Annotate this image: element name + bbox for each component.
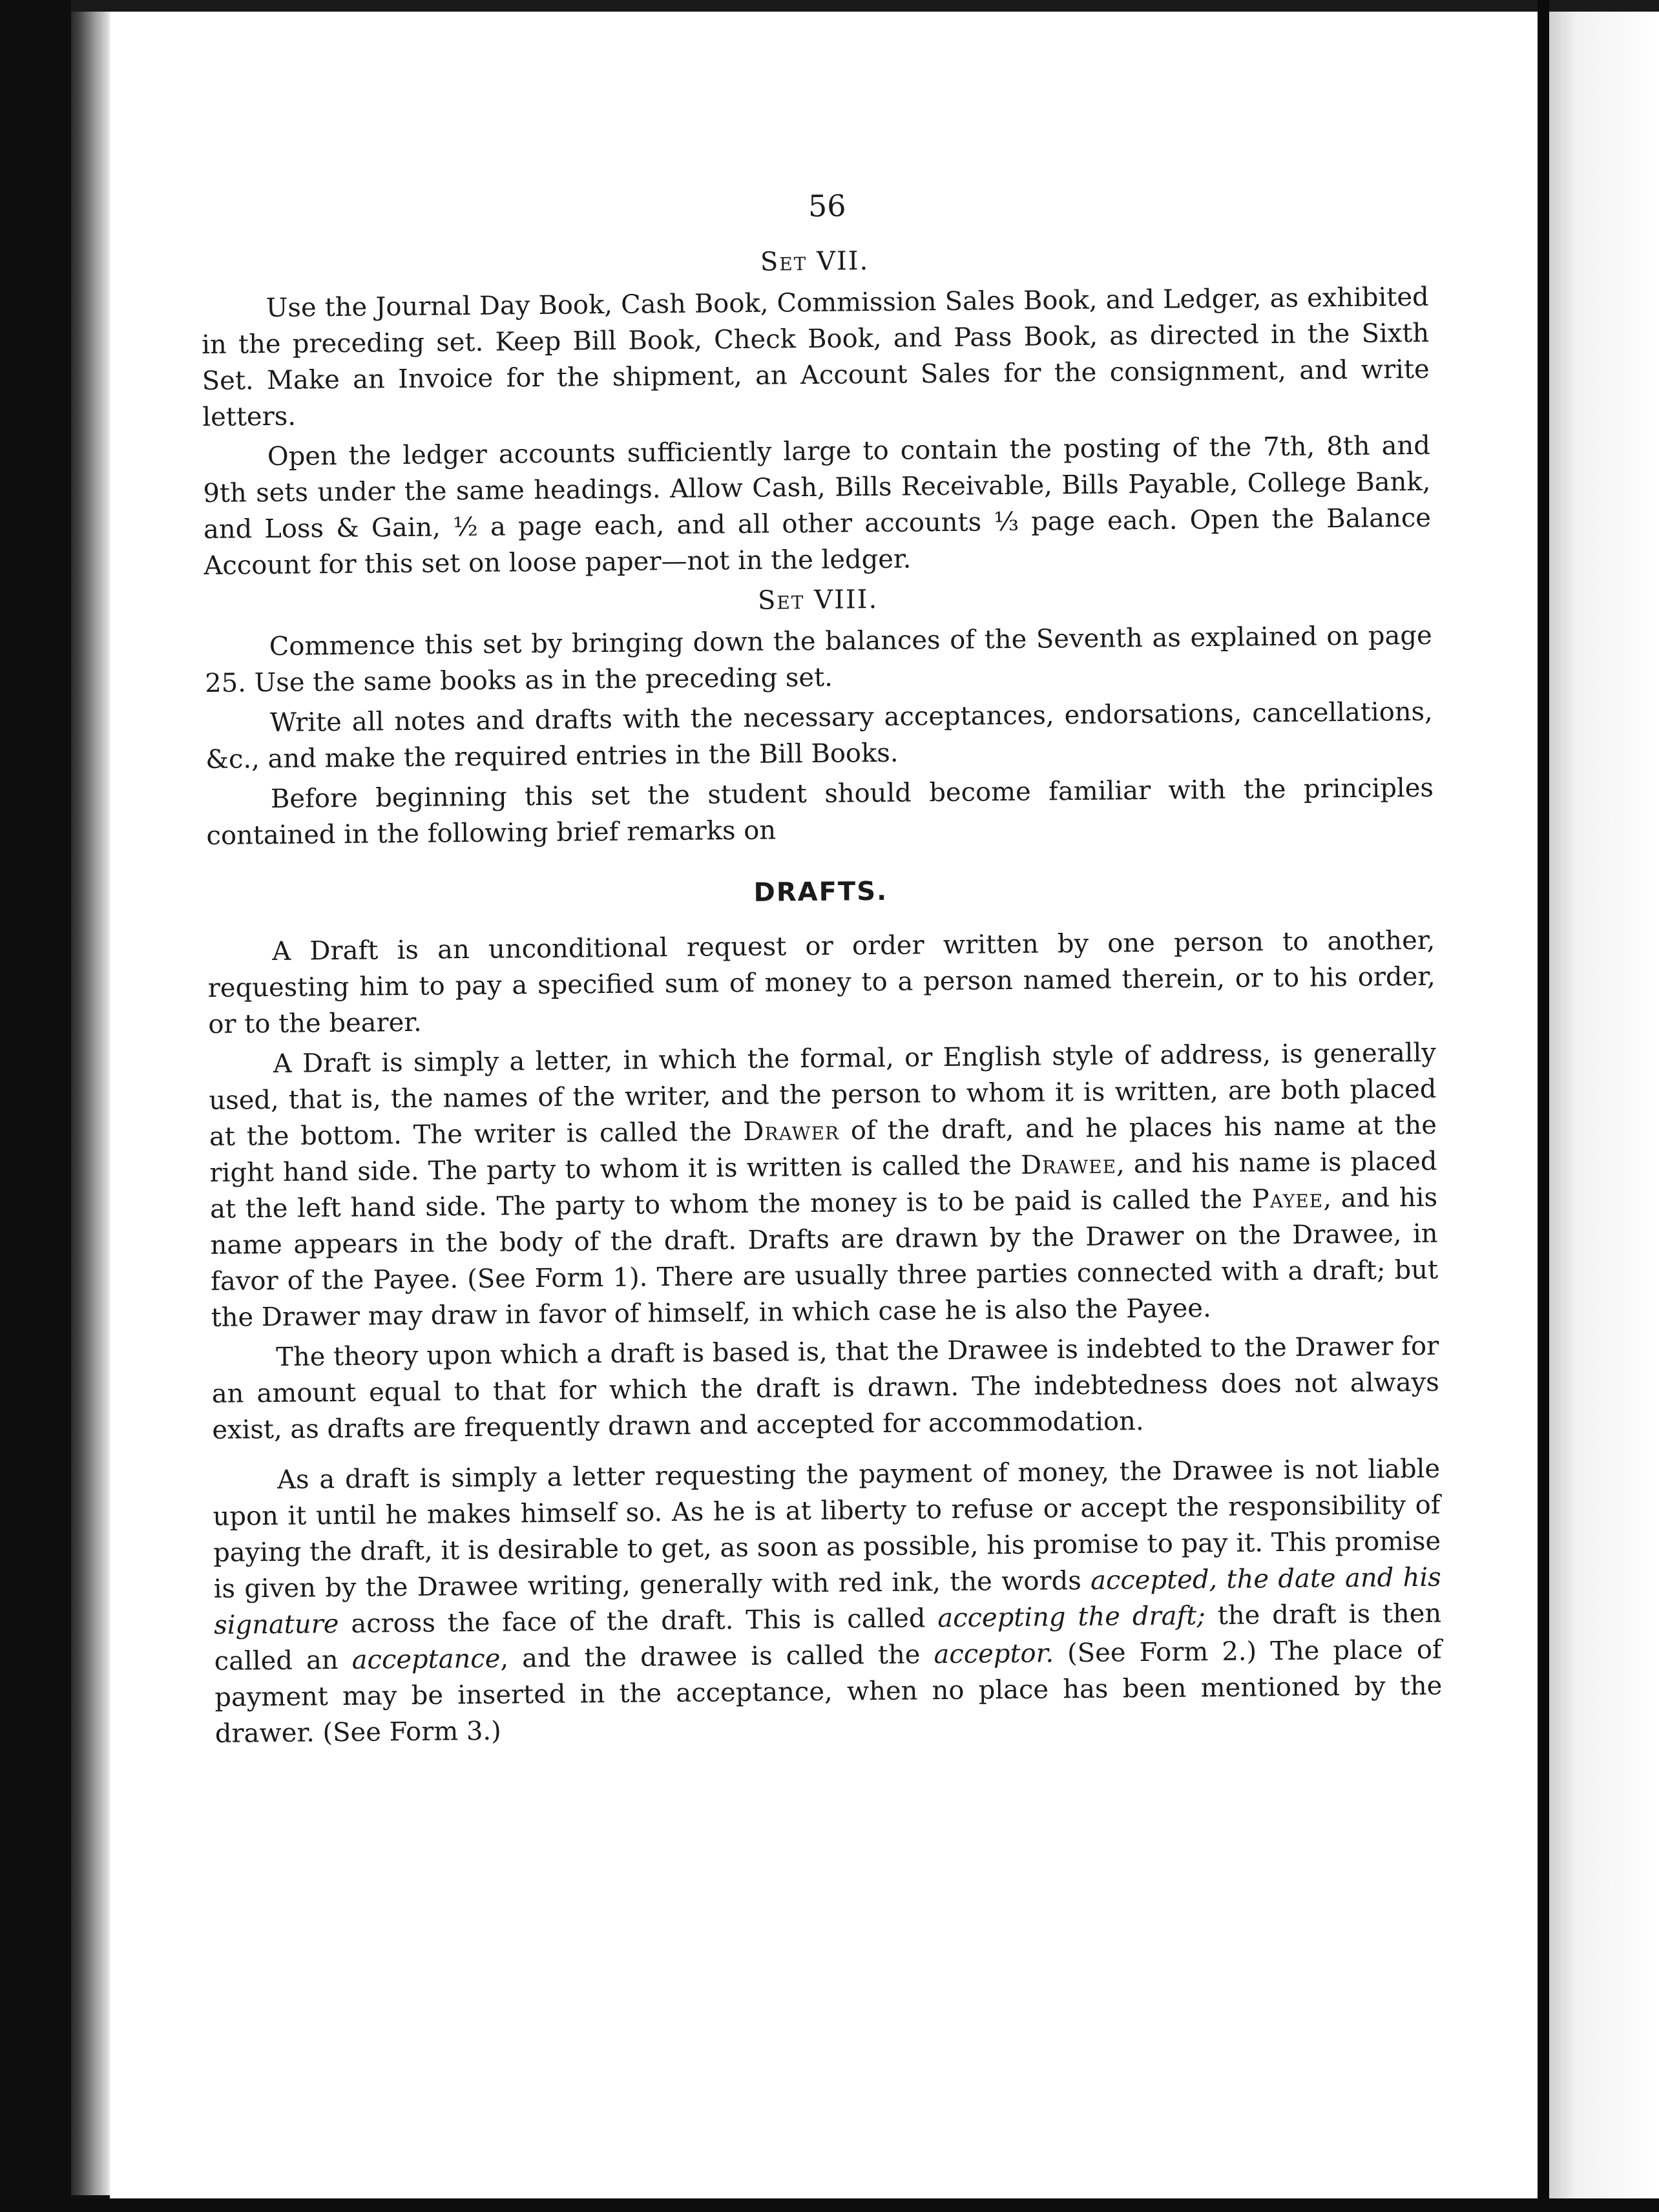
drafts-p4-italic-2: accepting the draft; (937, 1601, 1206, 1634)
set-vii-paragraph-1: Use the Journal Day Book, Cash Book, Commission Sales Book, and Ledger, as exhibited in the preceding set. Keep Bill Book, Check Book, and Pass Book, as directed in the Sixth Set. Make an Invoice for the shipment, an Account Sales for the consignment, and write letters. (202, 282, 1430, 432)
page-content (200, 182, 1443, 1756)
drafts-p4-italic-3: acceptance (351, 1643, 501, 1675)
set-viii-paragraph-3: Before beginning this set the student should become familiar with the principles contained in the following brief remarks on (206, 773, 1434, 851)
scan-left-border (0, 0, 71, 2212)
drafts-paragraph-3: The theory upon which a draft is based is, that the Drawee is indebted to the Drawer for an amount equal to that for which the draft is drawn. The indebtedness does not always exist, as drafts are frequently drawn and accepted for accommodation. (211, 1331, 1439, 1445)
book-spine-edge (71, 12, 110, 2195)
drafts-p2-text-d: , and his name appears in the body of the draft. Drafts are drawn by the Drawer on the Drawee, in favor of the Payee. (See Form 1). There are usually three parties connected with a draft; but the Drawer may draw in favor of himself, in which case he is also the Payee. (210, 1182, 1439, 1333)
drafts-paragraph-2 (209, 1035, 1439, 1336)
term-drawee: Drawee (1020, 1149, 1117, 1180)
term-payee: Payee (1251, 1184, 1324, 1215)
facing-page-edge (1549, 12, 1659, 2212)
scan-bottom-border (0, 2198, 1659, 2212)
set-vii-paragraph-2: Open the ledger accounts sufficiently large to contain the posting of the 7th, 8th and 9th sets under the same headings. Allow Cash, Bills Receivable, Bills Payable, College Bank, and Loss & Gain, ½ a page each, and all other accounts ⅓ page each. Open the Balance Account for this set on loose paper—not in the ledger. (203, 430, 1432, 581)
page-number: 56 (808, 188, 846, 224)
drafts-p2-text-c: , and his name is placed at the left hand side. The party to whom the money is to be paid is called the (209, 1146, 1437, 1224)
drafts-p4-italic-4: acceptor. (934, 1638, 1054, 1670)
set-viii-paragraph-1: Commence this set by bringing down the balances of the Seventh as explained on page 25. Use the same books as in the preceding set. (205, 620, 1432, 698)
drafts-p4-text-c: the draft is then called an (214, 1598, 1442, 1676)
scan-top-border (0, 0, 1659, 12)
drafts-p4-text-d: , and the drawee is called the (500, 1640, 934, 1674)
drafts-p4-text-a: As a draft is simply a letter requesting the payment of money, the Drawee is not liable upon it until he makes himself so. As he is at liberty to refuse or accept the responsibility of paying the draft, it is desirable to get, as soon as possible, his promise to pay it. This promise is given by the Drawee writing, generally with red ink, the words (213, 1454, 1441, 1604)
page-gutter (1538, 0, 1549, 2212)
drafts-p2-text-b: of the draft, and he places his name at the right hand side. The party to whom it is written is called the (209, 1110, 1437, 1188)
drafts-p4-text-e: (See Form 2.) The place of payment may be inserted in the acceptance, when no place has been mentioned by the drawer. (See Form 3.) (214, 1634, 1443, 1749)
drafts-p4-italic-1: accepted, the date and his signature (214, 1562, 1441, 1640)
set-viii-paragraph-2: Write all notes and drafts with the necessary acceptances, endorsations, cancellations, &c., and make the required entries in the Bill Books. (205, 696, 1434, 775)
drafts-paragraph-4 (213, 1451, 1443, 1752)
set-viii-heading: Set VIII. (757, 584, 879, 616)
drafts-heading: DRAFTS. (753, 876, 888, 908)
drafts-p2-text-a: A Draft is simply a letter, in which the formal, or English style of address, is generally used, that is, the names of the writer, and the person to whom it is written, are both placed at the bottom. The writer is called the (209, 1038, 1437, 1152)
drafts-p4-text-b: across the face of the draft. This is called (339, 1603, 938, 1640)
drafts-paragraph-1: A Draft is an unconditional request or order written by one person to another, requesting him to pay a specified sum of money to a person named therein, or to his order, or to the bearer. (207, 925, 1435, 1039)
term-drawer: Drawer (743, 1116, 840, 1147)
set-vii-heading: Set VII. (760, 246, 870, 277)
